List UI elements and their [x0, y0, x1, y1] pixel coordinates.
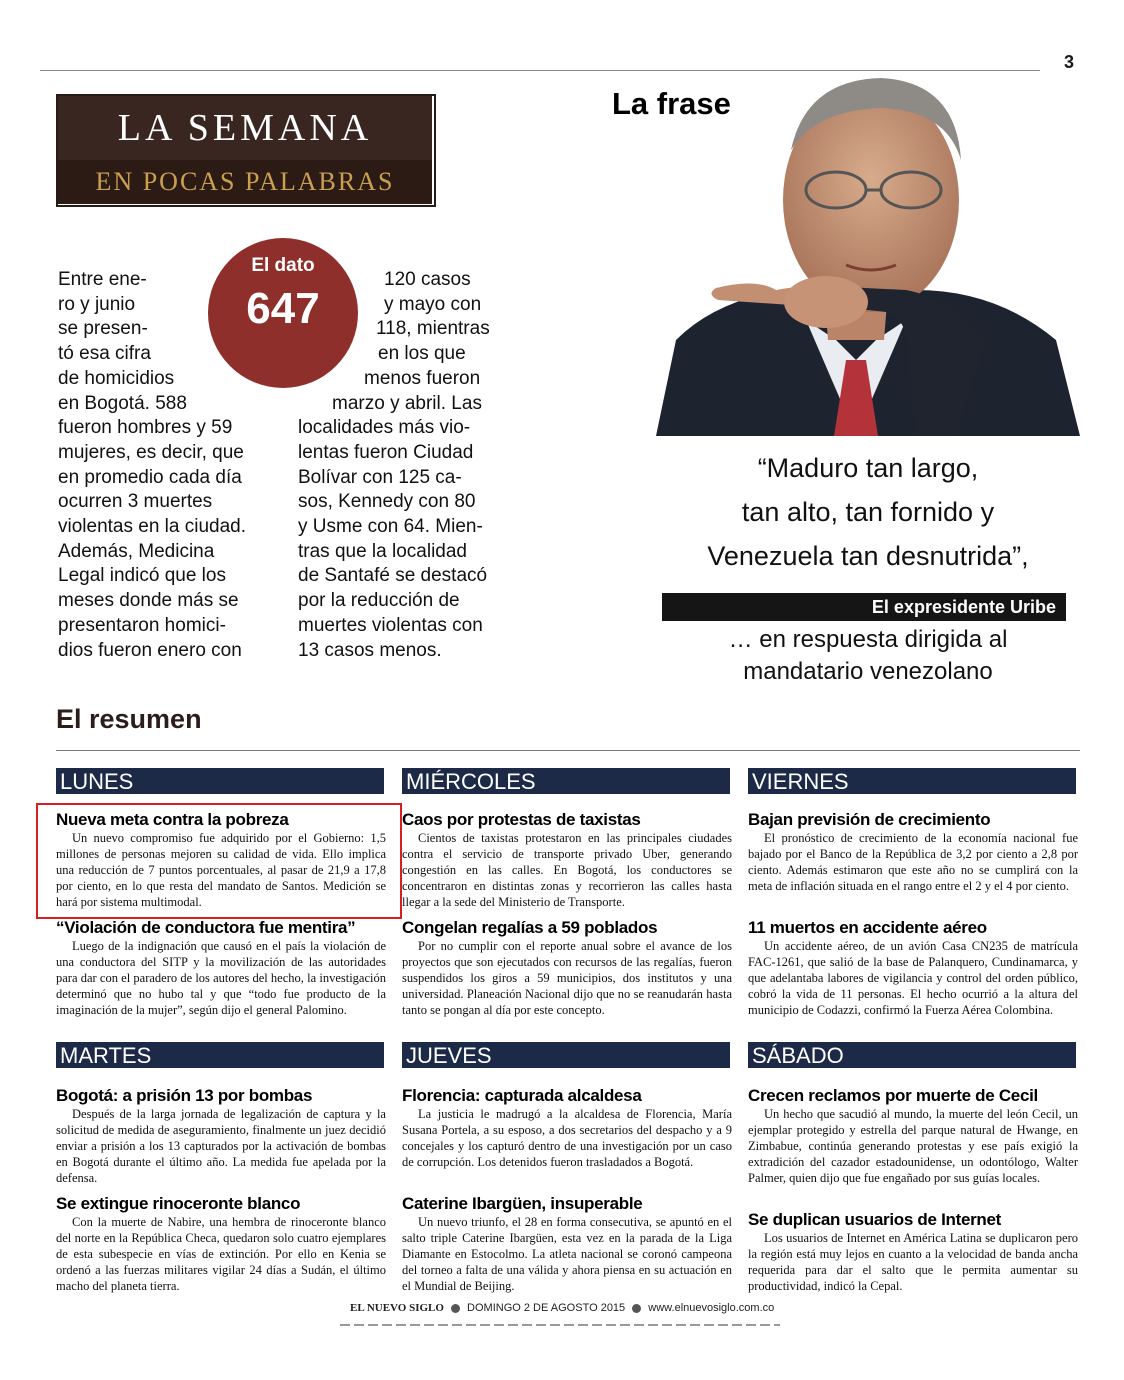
article-body: Un nuevo compromiso fue adquirido por el Gobierno: 1,5 millones de personas mejoren su calidad de vida. Ello implica una reducción de 7 puntos porcentuales, al pasar de 21,9 a 17,8 por ciento, en lo que resta del mandato de Santos. Medición se hará por sistema multimodal.	[56, 831, 386, 909]
article-title: Caterine Ibargüen, insuperable	[402, 1194, 643, 1213]
fine-print-rule	[340, 1324, 780, 1326]
text-line: en Bogotá. 588	[58, 392, 187, 414]
page-footer	[350, 1302, 774, 1314]
quote-context-2: mandatario venezolano	[743, 658, 993, 685]
text-line: ro y junio	[58, 293, 136, 315]
resumen-rule	[56, 750, 1080, 751]
text-line: y mayo con	[384, 293, 482, 315]
text-line: y Usme con 64. Mien-	[298, 516, 483, 538]
quote-attribution: El expresidente Uribe	[662, 593, 1066, 621]
article-body: La justicia le madrugó a la alcaldesa de Florencia, María Susana Portela, a su esposo, a dos secretarios del despacho y a 9 concejales y los capturó dentro de una investigación por un caso de corrupción. Los detenidos fueron trasladados a Bogotá.	[402, 1107, 732, 1169]
article-body: Un hecho que sacudió al mundo, la muerte del león Cecil, un ejemplar protegido y estrella del parque natural de Hwange, en Zimbabue, continúa generando protestas y ese país exigió la extradición del cazador estadounidense, un odontólogo, Walter Palmer, quien dijo que fue engañado por sus guías locales.	[748, 1107, 1078, 1185]
text-line: tras que la localidad	[298, 540, 467, 562]
article-body: Después de la larga jornada de legalización de captura y la solicitud de medida de aseguramiento, finalmente un juez decidió enviar a prisión a los 13 capturados por la activación de bombas en Bogotá durante el último año. La medida fue apelada por la defensa.	[56, 1107, 386, 1185]
article-body: El pronóstico de crecimiento de la economía nacional fue bajado por el Banco de la República de 3,2 por ciento a 2,8 por ciento. Además estimaron que este año no se cumplirá con la meta de inflación situada en el rango entre el 2 y el 4 por ciento.	[748, 831, 1078, 893]
quote-line-2: tan alto, tan fornido y	[741, 497, 995, 527]
article-title: Se extingue rinoceronte blanco	[56, 1194, 301, 1213]
day-jueves: JUEVES	[402, 1042, 730, 1068]
text-line: 118, mientras	[376, 318, 490, 340]
text-line: presentaron homici-	[58, 614, 226, 636]
text-line: Legal indicó que los	[58, 565, 226, 587]
footer-url[interactable]: www.elnuevosiglo.com.co	[648, 1302, 775, 1314]
article-body: Por no cumplir con el reporte anual sobre el avance de los proyectos que son ejecutados con recursos de las regalías, fueron suspendidos los giros a 59 municipios, dos institutos y una universidad. Planeación Nacional dijo que no se reanudarán hasta tanto se pongan al día por este concepto.	[402, 939, 732, 1017]
article-miercoles-2[interactable]	[402, 918, 732, 1018]
article-title: Crecen reclamos por muerte de Cecil	[748, 1086, 1038, 1105]
dato-number: 647	[246, 284, 320, 333]
day-miercoles: MIÉRCOLES	[402, 768, 730, 794]
article-jueves-1[interactable]	[402, 1086, 732, 1170]
article-title: Caos por protestas de taxistas	[402, 810, 641, 829]
text-line: por la reducción de	[298, 590, 460, 612]
dato-label: El dato	[251, 255, 315, 276]
text-line: marzo y abril. Las	[332, 392, 482, 414]
page-number: 3	[1064, 52, 1075, 72]
article-jueves-2[interactable]	[402, 1194, 732, 1294]
text-line: dios fueron enero con	[58, 639, 242, 661]
article-body: Cientos de taxistas protestaron en las principales ciudades contra el servicio de transporte privado Uber, generando congestión en las calles. En Bogotá, los conductores se concentraron en distintas zonas y recorrieron las calles hasta llegar a la sede del Ministerio de Transporte.	[402, 831, 732, 909]
text-line: 120 casos	[384, 269, 471, 290]
text-line: ocurren 3 muertes	[58, 491, 213, 513]
la-frase-label: La frase	[612, 86, 731, 121]
article-sabado-1[interactable]	[748, 1086, 1078, 1186]
text-line: lentas fueron Ciudad	[298, 441, 474, 463]
day-lunes: LUNES	[56, 768, 384, 794]
text-line: sos, Kennedy con 80	[298, 491, 476, 513]
text-line: fueron hombres y 59	[58, 417, 233, 439]
text-line: menos fueron	[364, 367, 481, 389]
article-martes-2[interactable]	[56, 1194, 386, 1294]
article-title: Bajan previsión de crecimiento	[748, 810, 991, 829]
article-title: Bogotá: a prisión 13 por bombas	[56, 1086, 313, 1105]
article-miercoles-1[interactable]	[402, 810, 732, 910]
masthead-subtitle: EN POCAS PALABRAS	[58, 160, 432, 204]
day-viernes: VIERNES	[748, 768, 1076, 794]
text-line: Además, Medicina	[58, 540, 215, 562]
bullet-icon	[632, 1304, 641, 1313]
masthead-title: LA SEMANA	[58, 96, 432, 161]
text-line: en promedio cada día	[58, 466, 242, 488]
bullet-icon	[451, 1304, 460, 1313]
quote-context-1: … en respuesta dirigida al	[728, 626, 1008, 653]
article-sabado-2[interactable]	[748, 1210, 1078, 1294]
footer-paper: EL NUEVO SIGLO	[350, 1302, 444, 1314]
article-body: Con la muerte de Nabire, una hembra de rinoceronte blanco del norte en la República Checa, quedaron solo cuatro ejemplares de esta subespecie en vías de extinción. Por ello en Kenia se ordenó a las fuerzas militares vigilar 24 días a Sudán, el último macho del planeta tierra.	[56, 1215, 386, 1293]
article-title: Congelan regalías a 59 poblados	[402, 918, 658, 937]
article-viernes-2[interactable]	[748, 918, 1078, 1018]
text-line: Entre ene-	[58, 269, 147, 290]
text-line: tó esa cifra	[58, 343, 151, 365]
text-line: muertes violentas con	[298, 614, 483, 636]
article-body: Luego de la indignación que causó en el país la violación de una conductora del SITP y la movilización de las autoridades para dar con el paradero de los autores del hecho, la investigación determinó que no hubo tal y que “todo fue producto de la imaginación de la mujer”, según dijo el general Palomino.	[56, 939, 386, 1017]
text-line: de Santafé se destacó	[298, 565, 488, 587]
article-title: 11 muertos en accidente aéreo	[748, 918, 987, 937]
text-line: se presen-	[58, 318, 148, 340]
article-lunes-2[interactable]	[56, 918, 386, 1018]
quote-line-1: “Maduro tan largo,	[757, 453, 979, 483]
article-title: “Violación de conductora fue mentira”	[56, 918, 356, 937]
article-viernes-1[interactable]	[748, 810, 1078, 894]
article-body: Un accidente aéreo, de un avión Casa CN235 de matrícula FAC-1261, que salió de la base de Palanquero, Cundinamarca, y que adelantaba labores de vigilancia y control del orden público, cobró la vida de 11 personas. El hecho ocurrió a la altura del municipio de Codazzi, confirmó la Fuerza Aérea Colombina.	[748, 939, 1078, 1017]
footer-date: DOMINGO 2 DE AGOSTO 2015	[467, 1302, 626, 1314]
article-title: Nueva meta contra la pobreza	[56, 810, 289, 829]
article-body: Los usuarios de Internet en América Latina se duplicaron pero la región está muy lejos en cuanto a la velocidad de banda ancha requerida para dar el salto que le permita aumentar su productividad, indicó la Cepal.	[748, 1231, 1078, 1293]
resumen-title: El resumen	[56, 704, 202, 734]
text-line: violentas en la ciudad.	[58, 516, 247, 538]
day-sabado: SÁBADO	[748, 1042, 1076, 1068]
quote-line-3: Venezuela tan desnutrida”,	[707, 541, 1029, 571]
article-body: Un nuevo triunfo, el 28 en forma consecutiva, se apuntó en el salto triple Caterine Ibargüen, esta vez en la parada de la Liga Diamante en Estocolmo. La atleta nacional se coronó campeona del torneo a falta de una válida y ahora piensa en su actuación en el Mundial de Beijing.	[402, 1215, 732, 1293]
text-line: 13 casos menos.	[298, 639, 442, 661]
text-line: localidades más vio-	[298, 417, 471, 439]
article-martes-1[interactable]	[56, 1086, 386, 1186]
text-line: Bolívar con 125 ca-	[298, 466, 462, 488]
article-title: Se duplican usuarios de Internet	[748, 1210, 1002, 1229]
text-line: en los que	[378, 343, 466, 365]
highlight-box	[36, 803, 402, 919]
text-line: mujeres, es decir, que	[58, 441, 244, 463]
article-title: Florencia: capturada alcaldesa	[402, 1086, 642, 1105]
text-line: de homicidios	[58, 367, 175, 389]
day-martes: MARTES	[56, 1042, 384, 1068]
text-line: meses donde más se	[58, 590, 239, 612]
